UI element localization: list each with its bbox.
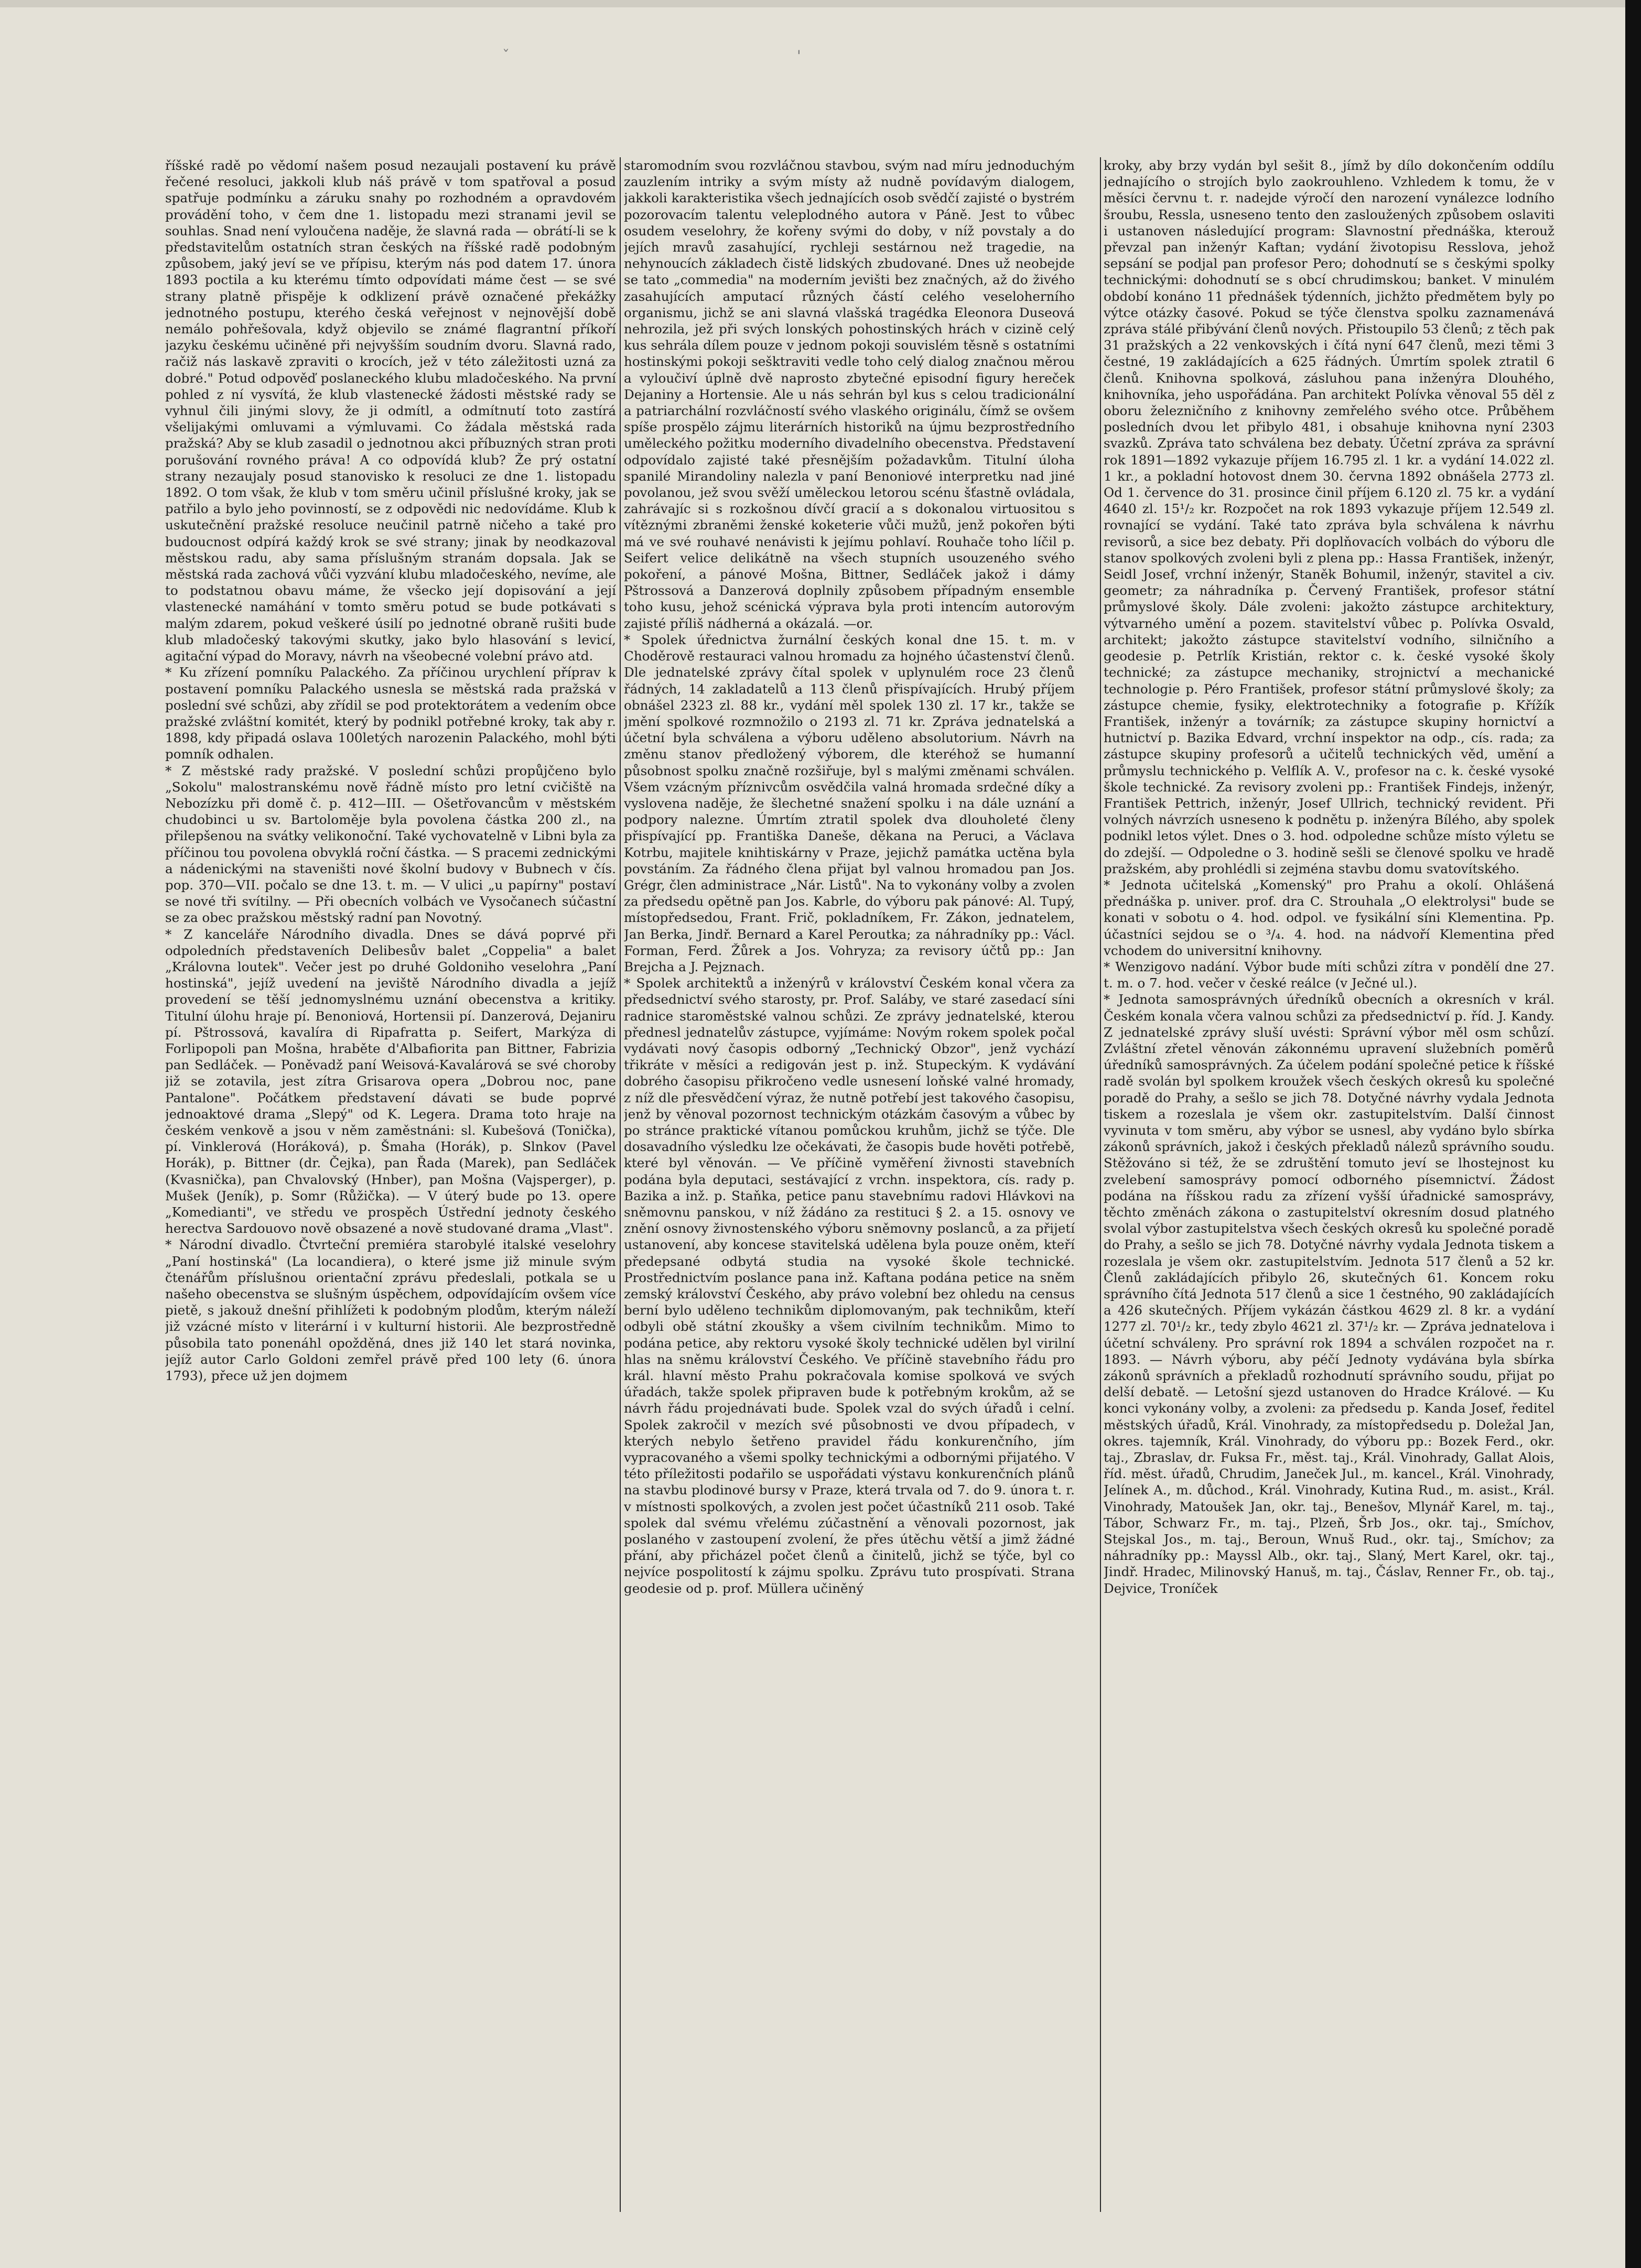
column-1-paragraph-5: * Národní divadlo. Čtvrteční premiéra starobylé italské veselohry „Paní hostinská" (La locandiera), o které jsme již minule svým čtenářům příslušnou orientační zprávu předeslali, potkala se u našeho obecenstva se slušným úspěchem, odpovídajícím ovšem více pietě, s jakouž dnešní přihlížeti k podobným plodům, kterým náleží již vzácné místo v literární i v kulturní historii. Ale bezprostředně působila tato ponenáhl opožděná, dnes již 140 let stará novinka, jejíž autor Carlo Goldoni zemřel právě před 100 lety (6. února 1793), přece už jen dojmem [165, 1237, 616, 1384]
column-3-paragraph-3: * Wenzigovo nadání. Výbor bude míti schůzi zítra v pondělí dne 27. t. m. o 7. hod. večer v české reálce (v Ječné ul.). [1104, 959, 1554, 991]
column-1-paragraph-4: * Z kanceláře Národního divadla. Dnes se dává poprvé při odpoledních představeních Delibesův balet „Coppelia" a balet „Královna loutek". Večer jest po druhé Goldoniho veselohra „Paní hostinská", jejíž uvedení na jeviště Národního divadla a jejíž provedení se těší jednomyslnému uznání obecenstva a kritiky. Titulní úlohu hraje pí. Benoniová, Hortensii pí. Danzerová, Dejaniru pí. Pštrossová, kavalíra di Ripafratta p. Seifert, Markýza di Forlipopoli pan Mošna, hraběte d'Albafiorita pan Bittner, Fabrizia pan Sedláček. — Poněvadž paní Weisová-Kavalárová se své choroby již se zotavila, jest zítra Grisarova opera „Dobrou noc, pane Pantalone". Počátkem představení dávati se bude poprvé jednoaktové drama „Slepý" od K. Legera. Drama toto hraje na českém venkově a jsou v něm zaměstnáni: sl. Kubešová (Tonička), pí. Vinklerová (Horáková), p. Šmaha (Horák), p. Slnkov (Pavel Horák), p. Bittner (dr. Čejka), pan Řada (Marek), pan Sedláček (Kvasnička), pan Chvalovský (Hnber), pan Mošna (Vajsperger), p. Mušek (Jeník), p. Somr (Růžička). — V úterý bude po 13. opere „Komedianti", ve středu ve prospěch Ústřední jednoty českého herectva Sardouovo nově obsazené a nově studované drama „Vlast". [165, 926, 616, 1236]
page-right-edge [1625, 0, 1641, 2268]
article-columns [165, 157, 1560, 2217]
column-1-paragraph-1: říšské radě po vědomí našem posud nezaujali postavení ku právě řečené resoluci, jakkoli klub náš právě v tom spatřoval a posud spatřuje podmínku a záruku snahy po rozhodném a opravdovém provádění toho, v čem dne 1. listopadu mezi stranami jevil se souhlas. Snad není vyloučena naděje, že slavná rada — obrátí-li se k představitelům ostatních stran českých na říšské radě podobným způsobem, jaký jeví se ve přípisu, kterým nás pod datem 17. února 1893 poctila a ku kterému tímto odpovídati máme čest — se své strany platně přispěje k odklizení právě označené překážky jednotného postupu, kterého česká veřejnost v nejnovější době nemálo pohřešovala, když objevilo se známé flagrantní příkoří jazyku českému učiněné při nejvyšším soudním dvoru. Slavná rado, račiž nás laskavě zpraviti o krocích, jež v této záležitosti uzná za dobré." Potud odpověď poslaneckého klubu mladočeského. Na první pohled z ní vysvítá, že klub vlastenecké žádosti městské rady se vyhnul čili jinými slovy, že ji odmítl, a odmítnutí toto zastírá všelijakými omluvami a výmluvami. Co žádala městská rada pražská? Aby se klub zasadil o jednotnou akci příbuzných stran proti porušování rovného práva! A co odpovídá klub? Že prý ostatní strany nezaujaly posud stanovisko k resoluci ze dne 1. listopadu 1892. O tom však, že klub v tom směru učinil příslušné kroky, jak se patřilo a bylo jeho povinností, se z odpovědi nic nedovídáme. Klub k uskutečnění pražské resoluce neučinil patrně ničeho a také pro budoucnost odpírá každý krok se své strany; jinak by neodkazoval městskou radu, aby sama příslušným stranám dopsala. Jak se městská rada zachová vůči vyzvání klubu mladočeského, nevíme, ale to podstatnou obavu máme, že všecko její dopisování a její vlastenecké namáhání v tomto směru potud se bude potkávati s malým zdarem, pokud veškeré úsilí po jednotné obraně rušiti bude klub mladočeský takovými skutky, jako bylo hlasování s levicí, agitační výpad do Moravy, návrh na všeobecné volební právo atd. [165, 158, 616, 664]
column-3-paragraph-2: * Jednota učitelská „Komenský" pro Prahu a okolí. Ohlášená přednáška p. univer. prof. dra C. Strouhala „O elektrolysi" bude se konati v sobotu o 4. hod. odpol. ve fysikální síni Klementina. Pp. účastníci sejdou se o ³/₄. 4. hod. na nádvoří Klementina před vchodem do universitní knihovny. [1104, 877, 1554, 958]
page-top-edge [0, 0, 1641, 7]
column-2-paragraph-3: * Spolek architektů a inženýrů v království Českém konal včera za předsednictví svého starosty, pr. Prof. Saláby, ve staré zasedací síni radnice staroměstské valnou schůzi. Ze zprávy jednatelské, kterou přednesl jednatelův zástupce, vyjímáme: Novým rokem spolek počal vydávati nový časopis odborný „Technický Obzor", jenž vychází třikráte v měsíci a redigován jest p. inž. Stupeckým. K vydávání dobrého časopisu přikročeno vedle usnesení loňské valné hromady, z níž dle přesvědčení výraz, že nutně potřebí jest takového časopisu, jenž by věnoval pozornost technickým otázkám časovým a vůbec by po stránce praktické vítanou pomůckou kruhům, jichž se týče. Dle dosavadního výsledku lze očekávati, že časopis bude hověti potřebě, které byl věnován. — Ve příčině vyměření živnosti stavebních podána byla deputaci, sestávající z vrchn. inspektora, cís. rady p. Bazika a inž. p. Staňka, petice panu stavebnímu radovi Hlávkovi na sněmovnu panskou, v níž žádáno za restituci § 2. a 15. osnovy ve znění osnovy živnostenského výboru sněmovny poslanců, a za přijetí ustanovení, aby koncese stavitelská udělena byla pouze oněm, kteří předepsané odbytá studia na vysoké škole technické. Prostřednictvím poslance pana inž. Kaftana podána petice na sněm zemský království Českého, aby právo volební bez ohledu na census berní bylo uděleno technikům diplomovaným, pak technikům, kteří odbyli obě státní zkoušky a všem civilním technikům. Mimo to podána petice, aby rektoru vysoké školy technické udělen byl virilní hlas na sněmu království Českého. Ve příčině stavebního řádu pro král. hlavní město Prahu pokračovala komise spolková ve svých úřadách, takže spolek připraven bude k potřebným krokům, až se návrh řádu projednávati bude. Spolek vzal do svých úřadů i celní. Spolek zakročil v mezích své působnosti ve dvou případech, v kterých nebylo šetřeno pravidel řádu konkurenčního, jím vypracovaného a všemi spolky technickými a odbornými přijatého. V této příležitosti podařilo se uspořádati výstavu konkurenčních plánů na stavbu plodinové bursy v Praze, která trvala od 7. do 9. února t. r. v místnosti spolkových, a zvolen jest počet účastníků 211 osob. Také spolek dal svému vřelému zúčastnění a věnovali pozornost, jak poslaného v zastoupení zvolení, že přes útěchu větší a jimž žádné přání, aby přicházel počet členů a činitelů, jichž se týče, byl co nejvíce pospolitostí k zájmu spolku. Zprávu tuto prospívati. Strana geodesie od p. prof. Müllera učiněný [624, 975, 1075, 1596]
column-1 [165, 157, 616, 2217]
column-2-paragraph-2: * Spolek úřednictva žurnální českých konal dne 15. t. m. v Choděrově restauraci valnou hromadu za hojného účastenství členů. Dle jednatelské zprávy čítal spolek v uplynulém roce 23 členů řádných, 14 zakladatelů a 113 členů přispívajících. Hrubý příjem obnášel 2323 zl. 88 kr., vydání měl spolek 130 zl. 17 kr., takže se jmění spolkové rozmnožilo o 2193 zl. 71 kr. Zpráva jednatelská a účetní byla schválena a výboru uděleno absolutorium. Návrh na změnu stanov předložený výborem, dle kteréhož se humanní působnost spolku značně rozšiřuje, byl s malými změnami schválen. Všem vzácným příznivcům osvědčila valná hromada srdečné díky a vyslovena naděje, že šlechetné snažení spolku i na dále uznání a podpory nalezne. Úmrtím ztratil spolek dva dlouholeté členy přispívající pp. Františka Daneše, děkana na Peruci, a Václava Kotrbu, majitele knihtiskárny v Praze, jejichž památka uctěna byla povstáním. Za řádného člena přijat byl valnou hromadou pan Jos. Grégr, člen administrace „Nár. Listů". Na to vykonány volby a zvolen za předsedu opětně pan Jos. Kabrle, do výboru pak pánové: Al. Tupý, místopředsedou, Frant. Frič, pokladníkem, Fr. Zákon, jednatelem, Jan Berka, Jindř. Bernard a Karel Peroutka; za náhradníky pp.: Václ. Forman, Ferd. Žůrek a Jos. Vohryza; za revisory účtů pp.: Jan Brejcha a J. Pejznach. [624, 632, 1075, 974]
page-mark-left: ˇ [502, 47, 510, 64]
column-3-paragraph-1: kroky, aby brzy vydán byl sešit 8., jímž by dílo dokončením oddílu jednajícího o strojích bylo zaokrouhleno. Vzhledem k tomu, že v měsíci červnu t. r. nadejde výročí den narození vynálezce lodního šroubu, Ressla, usneseno tento den zasloužených způsobem oslaviti i ustanoven následující program: Slavnostní přednáška, kterouž převzal pan inženýr Kaftan; vydání životopisu Resslova, jehož sepsání se podjal pan profesor Pero; dohodnutí se s českými spolky technickými: dohodnutí se s obcí chrudimskou; banket. V minulém období konáno 11 přednášek týdenních, jichžto předmětem byly po výtce otázky časové. Pokud se týče členstva spolku zaznamenává zpráva stálé přibývání členů nových. Přistoupilo 53 členů; z těch pak 31 pražských a 22 venkovských i čítá nyní 647 členů, mezi těmi 3 čestné, 19 zakládajících a 625 řádných. Úmrtím spolek ztratil 6 členů. Knihovna spolková, zásluhou pana inženýra Dlouhého, knihovníka, jeho uspořádána. Pan architekt Polívka věnoval 55 děl z oboru železničního z knihovny zemřelého svého otce. Průběhem posledních dvou let přibylo 481, i obsahuje knihovna nyní 2303 svazků. Zpráva tato schválena bez debaty. Účetní zpráva za správní rok 1891—1892 vykazuje příjem 16.795 zl. 1 kr. a vydání 14.022 zl. 1 kr., a pokladní hotovost dnem 30. června 1892 obnášela 2773 zl. Od 1. července do 31. prosince činil příjem 6.120 zl. 75 kr. a vydání 4640 zl. 15¹/₂ kr. Rozpočet na rok 1893 vykazuje příjem 12.549 zl. rovnající se vydání. Také tato zpráva byla schválena k návrhu revisorů, a sice bez debaty. Při doplňovacích volbách do výboru dle stanov spolkových zvoleni byli z plena pp.: Hassa František, inženýr, Seidl Josef, vrchní inženýr, Staněk Bohumil, inženýr, stavitel a civ. geometr; za náhradníka p. Červený František, profesor státní průmyslové školy. Dále zvoleni: jakožto zástupce architektury, výtvarného umění a pozem. stavitelství vůbec p. Polívka Osvald, architekt; jakožto zástupce stavitelství vodního, silničního a geodesie p. Petrlík Kristián, rektor c. k. české vysoké školy technické; za zástupce mechaniky, strojnictví a mechanické technologie p. Pérо František, profesor státní průmyslové školy; za zástupce chemie, fysiky, elektrotechniky a fotografie p. Křížík František, inženýr a továrník; za zástupce skupiny hornictví a hutnictví p. Bazika Edvard, vrchní inspektor na odp., cís. rada; za zástupce skupiny profesorů a učitelů technických věd, umění a průmyslu technického p. Velflík A. V., profesor na c. k. české vysoké škole technické. Za revisory zvoleni pp.: František Findejs, inženýr, František Pettrich, inženýr, Josef Ullrich, technický revident. Při volných návrzích usneseno k podnětu p. inženýra Bílého, aby spolek podnikl letos výlet. Dnes o 3. hod. odpoledne schůze místo výletu se do zdejší. — Odpoledne o 3. hodině sešli se členové spolku ve hradě pražském, aby prohlédli si zejména stavbu domu svatovítského. [1104, 158, 1554, 876]
column-3 [1104, 157, 1554, 2217]
column-2-paragraph-1: staromodním svou rozvláčnou stavbou, svým nad míru jednoduchým zauzlením intriky a svým místy až nudně povídavým dialogem, jakkoli karakteristika všech jednajících osob svědčí zajisté o bystrém pozorovacím talentu veleplodného autora v Páně. Jest to vůbec osudem veselohry, že kořeny svými do doby, v níž povstaly a do jejích mravů zasahující, rychleji sestárnou než tragedie, na nehynoucích základech čistě lidských zbudované. Dnes už neobejde se tato „commedia" na moderním jevišti bez značných, až do živého zasahujících amputací různých částí celého veseloherního organismu, jichž se ani slavná vlašská tragédka Eleonora Duseová nehrozila, jež při svých lonských pohostinských hrách v cizině celý kus sehrála dílem pouze v jednom pokoji souvislém těsně s ostatními hostinskými pokoji sešktraviti vedle toho celý dialog značnou měrou a vyloučiví úplně dvě naprosto zbytečné episodní figury hereček Dejaniny a Hortensie. Ale u nás sehrán byl kus s celou tradicionální a patriarchální rozvláčností svého vlaského originálu, čímž se ovšem spíše prospělo zájmu literárních historiků na újmu bezprostředního uměleckého požitku moderního divadelního obecenstva. Představení odpovídalo zajisté také přesnějším požadavkům. Titulní úloha spanilé Mirandoliny nalezla v paní Benoniové interpretku nad jiné povolanou, jež svou svěží uměleckou letorou scénu šťastně ovládala, zahrávajíc si s rozkošnou dívčí gracií a s dokonalou virtuositou s vítěznými zbraněmi ženské koketerie vůči mužů, jenž pokořen býti má ve své rouhavé nenávisti k jejímu pohlaví. Rouhače toho líčil p. Seifert velice delikátně na všech stupních usouzeného svého pokoření, a pánové Mošna, Bittner, Sedláček jakož i dámy Pštrossová a Danzerová doplnily způsobem případným ensemble toho kusu, jehož scénická výprava byla proti intencím autorovým zajisté příliš nádherná a okázalá. —or. [624, 158, 1075, 631]
page-mark-right: ' [797, 47, 801, 64]
column-3-paragraph-4: * Jednota samosprávných úředníků obecních a okresních v král. Českém konala včera valnou schůzi za předsednictví p. říd. J. Kandy. Z jednatelské zprávy sluší uvésti: Správní výbor měl osm schůzí. Zvláštní zřetel věnován zákonnému upravení služebních poměrů úředníků samosprávných. Za účelem podání společné petice k říšské radě svolán byl spolkem kroužek všech českých okresů ku společné poradě do Prahy, a sešlo se jich 78. Dotyčné návrhy vydala Jednota tiskem a rozeslala je všem okr. zastupitelstvím. Další činnost vyvinuta v tom směru, aby výbor se usnesl, aby vydáno bylo sbírka zákonů správních, jakož i českých překladů nálezů správního soudu. Stěžováno si též, že se zdruštění tomuto jeví se lhostejnost ku zvelebení samosprávy pomocí odborného písemnictví. Žádost podána na říšskou radu za zřízení vyšší úřadnické samosprávy, těchto změnách zákona o zastupitelství okresním dosud platného svolal výbor zastupitelstva všech českých okresů ku společné poradě do Prahy, a sešlo se jich 78. Dotyčné návrhy vydala Jednota tiskem a rozeslala je všem okr. zastupitelstvím. Jednota 517 členů a 52 kr. Členů zakládajících přibylo 26, skutečných 61. Koncem roku správního čítá Jednota 517 členů a sice 1 čestného, 90 zakládajících a 426 skutečných. Příjem vykázán částkou 4629 zl. 8 kr. a vydání 1277 zl. 70¹/₂ kr., tedy zbylo 4621 zl. 37¹/₂ kr. — Zpráva jednatelova i účetní schváleny. Pro správní rok 1894 a schválen rozpočet na r. 1893. — Návrh výboru, aby péčí Jednoty vydávána byla sbírka zákonů správních a překladů rozhodnutí správního soudu, přijat po delší debatě. — Letošní sjezd ustanoven do Hradce Králové. — Ku konci vykonány volby, a zvoleni: za předsedu p. Kanda Josef, ředitel městských úřadů, Král. Vinohrady, za místopředsedu p. Doležal Jan, okres. tajemník, Král. Vinohrady, do výboru pp.: Bozek Ferd., okr. taj., Zbraslav, dr. Fuksa Fr., měst. taj., Král. Vinohrady, Gallat Alois, říd. měst. úřadů, Chrudim, Janeček Jul., m. kancel., Král. Vinohrady, Jelínek A., m. důchod., Král. Vinohrady, Kutina Rud., m. asist., Král. Vinohrady, Matoušek Jan, okr. taj., Benešov, Mlynář Karel, m. taj., Tábor, Schwarz Fr., m. taj., Plzeň, Šrb Jos., okr. taj., Smíchov, Stejskal Jos., m. taj., Beroun, Wnuš Rud., okr. taj., Smíchov; za náhradníky pp.: Mayssl Alb., okr. taj., Slaný, Mert Karel, okr. taj., Jindř. Hradec, Milinovský Hanuš, m. taj., Čáslav, Renner Fr., ob. taj., Dejvice, Troníček [1104, 992, 1554, 1596]
column-1-paragraph-3: * Z městské rady pražské. V poslední schůzi propůjčeno bylo „Sokolu" malostranskému nově řádně místo pro letní cvičiště na Nebozízku při domě č. p. 412—III. — Ošetřovancům v městském chudobinci u sv. Bartoloměje byla povolena částka 200 zl., na přilepšenou na svátky velikonoční. Také vychovatelně v Libni byla za příčinou tou povolena obvyklá roční částka. — S pracemi zednickými a nádenickými na staveništi nové školní budovy v Bubnech v čís. pop. 370—VII. počalo se dne 13. t. m. — V ulici „u papírny" postaví se nové tři svítilny. — Při obecních volbách ve Vysočanech súčastní se za obec pražskou městský radní pan Novotný. [165, 763, 616, 926]
column-1-paragraph-2: * Ku zřízení pomníku Palackého. Za příčinou urychlení příprav k postavení pomníku Palackého usnesla se městská rada pražská v poslední své schůzi, aby zřídil se pod protektorátem a vedením obce pražské zvláštní komitét, který by podnikl potřebné kroky, tak aby r. 1898, kdy připadá oslava 100letých narozenin Palackého, mohl býti pomník odhalen. [165, 665, 616, 762]
column-2 [624, 157, 1075, 2217]
